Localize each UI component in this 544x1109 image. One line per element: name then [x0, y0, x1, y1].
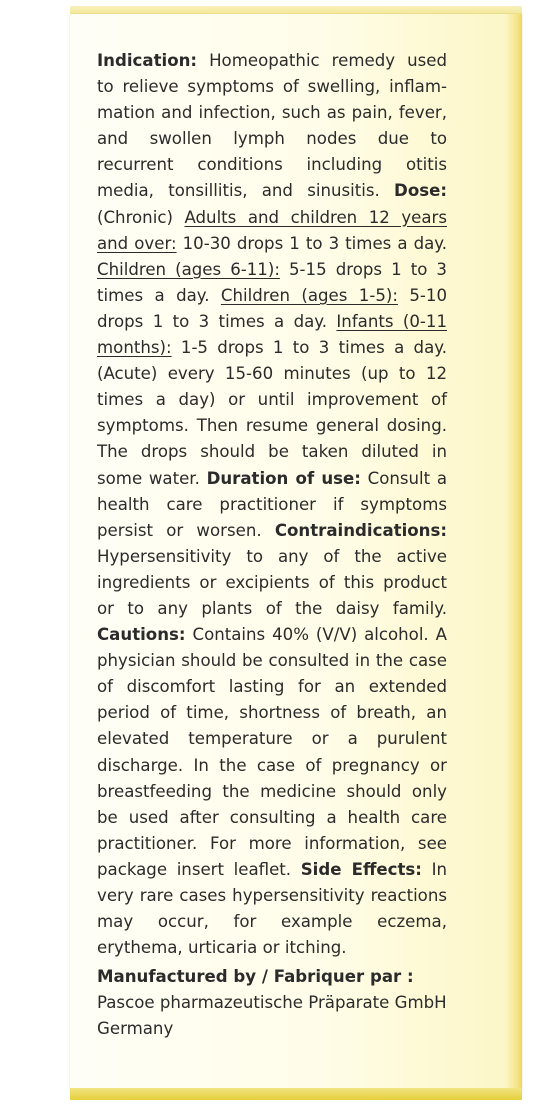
- manufacturer-block: [97, 964, 457, 1042]
- manufacturer-country: Germany: [97, 1019, 174, 1039]
- contraindications-label: Contraindications:: [274, 520, 447, 540]
- dose-infants-label: Infants (0-11 months):: [97, 311, 447, 358]
- side-effects-label: Side Effects:: [300, 859, 422, 879]
- side-effects-text: In very rare cases hypersensitivity reactions may occur, for example eczema, erythema, urticaria or itching.: [97, 859, 448, 958]
- label-body-text: [97, 48, 447, 961]
- dose-children-6-11: 5-15 drops 1 to 3 times a day.: [97, 259, 447, 305]
- dose-label: Dose:: [394, 181, 447, 201]
- dose-children-1-5: 5-10 drops 1 to 3 times a day.: [97, 285, 448, 331]
- duration-text: Consult a health care practitioner if symptoms persist or worsen.: [97, 468, 447, 540]
- indication-text: Homeopathic remedy used to relieve symptoms of swelling, inflammation and infection, such as pain, fever, and swollen lymph nodes due to recurrent conditions including otitis media, tonsillitis, and sinusitis.: [97, 51, 447, 201]
- cautions-text: Contains 40% (V/V) alcohol. A physician should be consulted in the case of discomfort lasting for an extended period of time, shortness of breath, an elevated temperature or a purulent discharge. In the case of pregnancy or breastfeeding the medicine should only be used after consulting a health care practitioner. For more information, see package insert leaflet.: [97, 625, 447, 879]
- indication-label: Indication:: [97, 51, 198, 70]
- manufacturer-heading: Manufactured by / Fabriquer par :: [97, 967, 414, 986]
- package-right-edge: [505, 14, 522, 1092]
- dose-children-1-5-label: Children (ages 1-5):: [220, 285, 398, 305]
- dose-infants: 1-5 drops 1 to 3 times a day. (Acute) every 15-60 minutes (up to 12 times a day) or until improvement of symptoms. Then resume general dosing. The drops should be taken diluted in some water.: [97, 338, 447, 488]
- dose-adults: 10-30 drops 1 to 3 times a day.: [176, 233, 448, 253]
- dose-adults-label: Adults and children 12 years and over:: [97, 207, 448, 253]
- dose-chronic: (Chronic): [97, 207, 185, 227]
- package-bottom-edge: [70, 1088, 522, 1100]
- contraindications-text: Hypersensitivity to any of the active ingredients or excipients of this product or to any plants of the daisy family.: [97, 546, 447, 618]
- manufacturer-company: Pascoe pharmazeutische Präparate GmbH: [97, 993, 447, 1013]
- cautions-label: Cautions:: [97, 625, 186, 645]
- duration-label: Duration of use:: [206, 468, 361, 488]
- dose-children-6-11-label: Children (ages 6-11):: [97, 259, 280, 279]
